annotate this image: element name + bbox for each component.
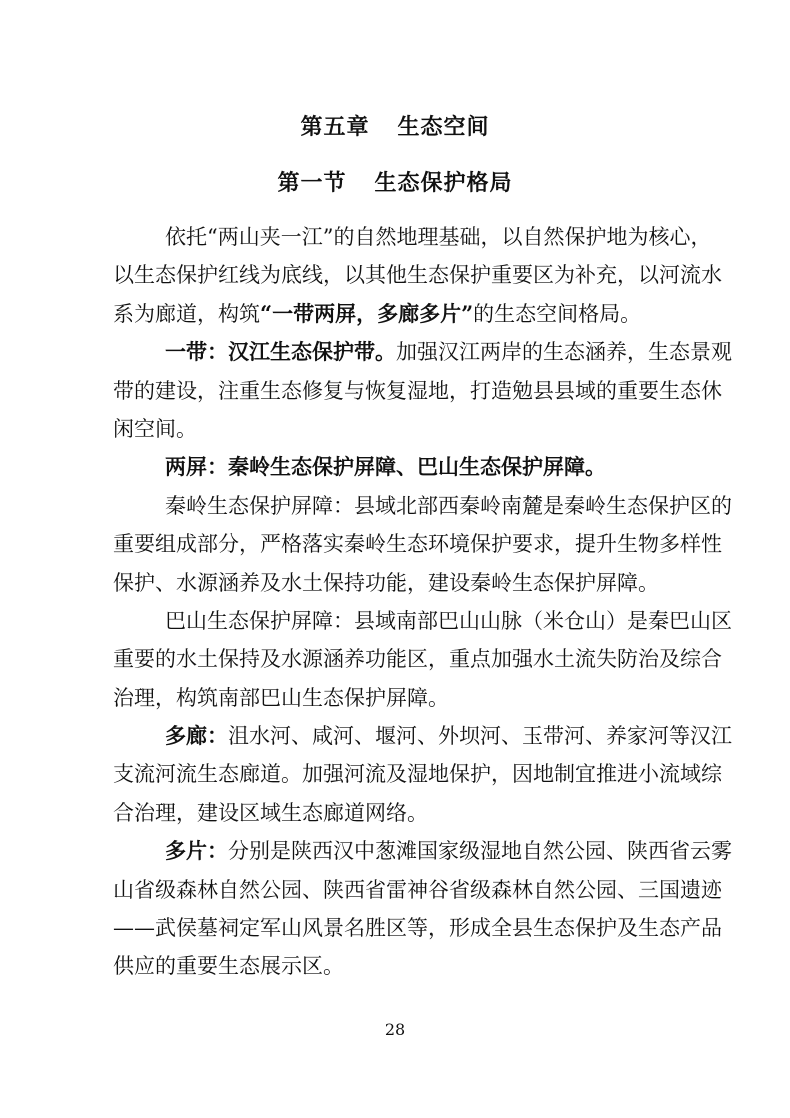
text-run: 重要组成部分，严格落实秦岭生态环境保护要求，提升生物多样性 [113, 532, 722, 557]
text-line [113, 755, 722, 793]
text-run: 治理，构筑南部巴山生态保护屏障。 [113, 685, 449, 710]
paragraph [113, 487, 732, 602]
bold-text: 两屏：秦岭生态保护屏障、巴山生态保护屏障。 [165, 454, 606, 480]
text-line [113, 909, 722, 947]
paragraph [113, 448, 690, 486]
text-run: 山省级森林自然公园、陕西省雷神谷省级森林自然公园、三国遗迹 [113, 877, 722, 902]
text-run: 加强汉江两岸的生态涵养，生态景观 [396, 340, 732, 365]
chapter-name: 生态空间 [397, 114, 490, 140]
text-line [113, 256, 722, 294]
text-run: 带的建设，注重生态修复与恢复湿地，打造勉县县域的重要生态休 [113, 378, 722, 403]
text-run: 支流河流生态廊道。加强河流及湿地保护，因地制宜推进小流域综 [113, 762, 722, 787]
text-run: 以生态保护红线为底线，以其他生态保护重要区为补充，以河流水 [113, 263, 722, 288]
text-line [113, 487, 732, 525]
section-number: 第一节 [277, 170, 347, 196]
text-run: 分别是陕西汉中葱滩国家级湿地自然公园、陕西省云雾 [228, 839, 732, 864]
text-line [113, 832, 732, 870]
text-line [113, 218, 712, 256]
text-line [113, 871, 722, 909]
chapter-title [0, 112, 790, 142]
text-run: 闲空间。 [113, 416, 197, 441]
text-run: 沮水河、咸河、堰河、外坝河、玉带河、养家河等汉江 [228, 724, 732, 749]
paragraph [113, 333, 732, 448]
text-run: 供应的重要生态展示区。 [113, 954, 344, 979]
body-text [113, 218, 732, 986]
text-line [113, 717, 732, 755]
text-line [113, 372, 722, 410]
bold-text: “一带两屏，多廊多片” [260, 300, 474, 326]
text-line [113, 794, 690, 832]
text-run: 合治理，建设区域生态廊道网络。 [113, 800, 428, 825]
text-line [113, 947, 690, 985]
paragraph [113, 218, 722, 333]
chapter-number: 第五章 [300, 114, 370, 140]
text-run: 的生态空间格局。 [473, 301, 642, 326]
text-line [113, 679, 690, 717]
text-run: ——武侯墓祠定军山风景名胜区等，形成全县生态保护及生态产品 [113, 916, 722, 941]
paragraph [113, 717, 732, 832]
text-run: 巴山生态保护屏障：县域南部巴山山脉（米仓山）是秦巴山区 [165, 608, 732, 633]
bold-text: 一带：汉江生态保护带。 [165, 339, 396, 365]
text-run: 秦岭生态保护屏障：县域北部西秦岭南麓是秦岭生态保护区的 [165, 493, 732, 518]
bold-text: 多片： [165, 838, 228, 864]
section-name: 生态保护格局 [374, 170, 513, 196]
text-run: 系为廊道，构筑 [113, 301, 260, 326]
page-number: 28 [384, 1020, 406, 1039]
paragraph [113, 602, 732, 717]
text-line [113, 602, 732, 640]
text-line [113, 448, 690, 486]
text-line [113, 564, 690, 602]
text-line [113, 640, 722, 678]
section-title [0, 168, 790, 198]
text-run: 依托“两山夹一江”的自然地理基础，以自然保护地为核心， [165, 225, 712, 249]
bold-text: 多廊： [165, 723, 228, 749]
text-line [113, 525, 722, 563]
text-run: 重要的水土保持及水源涵养功能区，重点加强水土流失防治及综合 [113, 647, 722, 672]
text-run: 保护、水源涵养及水土保持功能，建设秦岭生态保护屏障。 [113, 570, 659, 595]
paragraph [113, 832, 732, 986]
text-line [113, 295, 690, 333]
text-line [113, 410, 690, 448]
text-line [113, 333, 732, 371]
